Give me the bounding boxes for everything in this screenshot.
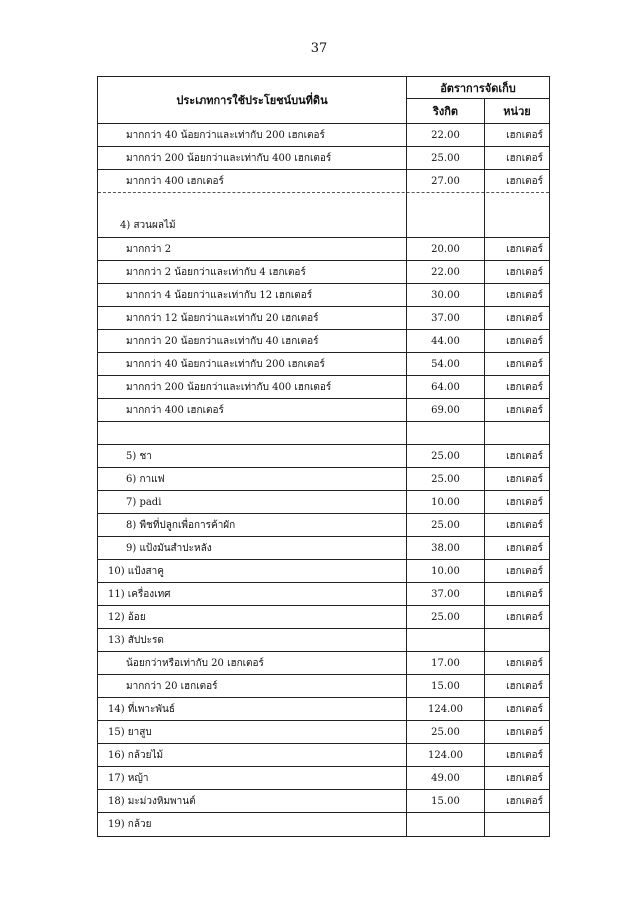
row-price: 37.00 — [407, 583, 485, 606]
row-price: 54.00 — [407, 353, 485, 376]
row-price: 30.00 — [407, 284, 485, 307]
row-unit: เฮกเตอร์ — [506, 176, 543, 187]
row-price: 25.00 — [407, 468, 485, 491]
row-unit: เฮกเตอร์ — [506, 612, 543, 623]
table-row — [98, 629, 549, 652]
table-row — [98, 698, 549, 721]
table-row — [98, 353, 549, 376]
header-land-use: ประเภทการใช้ประโยชน์บนที่ดิน — [98, 77, 407, 123]
row-unit: เฮกเตอร์ — [506, 750, 543, 761]
table-row — [98, 170, 549, 193]
row-label: มากกว่า 2 — [98, 238, 407, 261]
row-label: มากกว่า 400 เฮกเตอร์ — [98, 170, 407, 193]
row-unit: เฮกเตอร์ — [506, 153, 543, 164]
row-price: 17.00 — [407, 652, 485, 675]
row-price: 10.00 — [407, 491, 485, 514]
row-label: มากกว่า 400 เฮกเตอร์ — [98, 399, 407, 422]
row-unit: เฮกเตอร์ — [506, 658, 543, 669]
row-unit: เฮกเตอร์ — [506, 727, 543, 738]
row-label: 8) พืชที่ปลูกเพื่อการค้าผัก — [98, 514, 407, 537]
row-unit: เฮกเตอร์ — [506, 290, 543, 301]
row-label: 10) แป้งสาคู — [98, 560, 407, 583]
table-row — [98, 652, 549, 675]
row-price: 10.00 — [407, 560, 485, 583]
row-unit: เฮกเตอร์ — [506, 336, 543, 347]
row-unit: เฮกเตอร์ — [506, 359, 543, 370]
row-label: 6) กาแฟ — [98, 468, 407, 491]
row-price — [407, 813, 485, 836]
row-label: มากกว่า 20 น้อยกว่าและเท่ากับ 40 เฮกเตอร์ — [98, 330, 407, 353]
row-price: 22.00 — [407, 124, 485, 147]
row-label: 5) ชา — [98, 445, 407, 468]
table-row — [98, 238, 549, 261]
row-unit — [485, 629, 549, 652]
row-label: มากกว่า 200 น้อยกว่าและเท่ากับ 400 เฮกเตอร์ — [98, 376, 407, 399]
table-row — [98, 537, 549, 560]
rate-table — [97, 76, 550, 837]
row-unit: เฮกเตอร์ — [506, 773, 543, 784]
row-price: 25.00 — [407, 606, 485, 629]
row-label: 19) กล้วย — [98, 813, 407, 836]
row-label: 4) สวนผลไม้ — [98, 193, 407, 238]
row-price: 27.00 — [407, 170, 485, 193]
row-label: 18) มะม่วงหิมพานต์ — [98, 790, 407, 813]
row-price: 38.00 — [407, 537, 485, 560]
row-label: มากกว่า 4 น้อยกว่าและเท่ากับ 12 เฮกเตอร์ — [98, 284, 407, 307]
row-price — [407, 629, 485, 652]
row-unit: เฮกเตอร์ — [506, 405, 543, 416]
page-number: 37 — [310, 41, 328, 56]
row-unit: เฮกเตอร์ — [506, 382, 543, 393]
table-row — [98, 124, 549, 147]
row-label: 14) ที่เพาะพันธ์ — [98, 698, 407, 721]
row-price: 49.00 — [407, 767, 485, 790]
row-label: 17) หญ้า — [98, 767, 407, 790]
header-rate-group: อัตราการจัดเก็บ — [407, 77, 549, 99]
table-row — [98, 491, 549, 514]
table-row — [98, 606, 549, 629]
row-price: 124.00 — [407, 744, 485, 767]
row-label: น้อยกว่าหรือเท่ากับ 20 เฮกเตอร์ — [98, 652, 407, 675]
table-row — [98, 284, 549, 307]
row-label: 12) อ้อย — [98, 606, 407, 629]
row-label: 16) กล้วยไม้ — [98, 744, 407, 767]
row-label: 15) ยาสูบ — [98, 721, 407, 744]
row-unit: เฮกเตอร์ — [506, 267, 543, 278]
row-unit: เฮกเตอร์ — [506, 796, 543, 807]
row-label: 11) เครื่องเทศ — [98, 583, 407, 606]
table-row — [98, 514, 549, 537]
table-row — [98, 767, 549, 790]
row-label: มากกว่า 40 น้อยกว่าและเท่ากับ 200 เฮกเตอร์ — [98, 124, 407, 147]
row-unit: เฮกเตอร์ — [506, 474, 543, 485]
row-unit: เฮกเตอร์ — [506, 566, 543, 577]
row-price: 124.00 — [407, 698, 485, 721]
table-row — [98, 307, 549, 330]
row-unit: เฮกเตอร์ — [506, 589, 543, 600]
spacer-cell — [98, 422, 407, 445]
table-header — [98, 77, 549, 124]
row-price: 44.00 — [407, 330, 485, 353]
row-unit: เฮกเตอร์ — [506, 543, 543, 554]
row-price: 25.00 — [407, 514, 485, 537]
row-price: 25.00 — [407, 721, 485, 744]
row-price: 69.00 — [407, 399, 485, 422]
table-row — [98, 675, 549, 698]
table-row — [98, 468, 549, 491]
row-label: มากกว่า 12 น้อยกว่าและเท่ากับ 20 เฮกเตอร์ — [98, 307, 407, 330]
spacer-cell — [407, 422, 485, 445]
table-row — [98, 813, 549, 836]
row-price: 64.00 — [407, 376, 485, 399]
table-row — [98, 261, 549, 284]
header-price: ริงกิต — [407, 99, 485, 123]
row-price: 20.00 — [407, 238, 485, 261]
row-unit: เฮกเตอร์ — [506, 520, 543, 531]
table-row — [98, 399, 549, 422]
row-label: 9) แป้งมันสำปะหลัง — [98, 537, 407, 560]
row-price: 15.00 — [407, 790, 485, 813]
row-label: มากกว่า 20 เฮกเตอร์ — [98, 675, 407, 698]
row-unit — [485, 193, 549, 238]
row-label: มากกว่า 40 น้อยกว่าและเท่ากับ 200 เฮกเตอร์ — [98, 353, 407, 376]
row-unit — [485, 813, 549, 836]
row-price: 22.00 — [407, 261, 485, 284]
row-price: 25.00 — [407, 147, 485, 170]
row-unit: เฮกเตอร์ — [506, 130, 543, 141]
row-unit: เฮกเตอร์ — [506, 313, 543, 324]
table-row — [98, 445, 549, 468]
table-row — [98, 560, 549, 583]
row-label: มากกว่า 200 น้อยกว่าและเท่ากับ 400 เฮกเตอร์ — [98, 147, 407, 170]
spacer-cell — [485, 422, 549, 445]
table-row — [98, 721, 549, 744]
header-unit: หน่วย — [503, 105, 531, 118]
table-row — [98, 193, 549, 238]
row-unit: เฮกเตอร์ — [506, 497, 543, 508]
table-row — [98, 330, 549, 353]
row-unit: เฮกเตอร์ — [506, 704, 543, 715]
table-row — [98, 147, 549, 170]
table-row — [98, 376, 549, 399]
table-row — [98, 583, 549, 606]
row-price: 25.00 — [407, 445, 485, 468]
row-unit: เฮกเตอร์ — [506, 681, 543, 692]
table-spacer-row — [98, 422, 549, 445]
row-unit: เฮกเตอร์ — [506, 451, 543, 462]
row-label: 7) padi — [98, 491, 407, 514]
row-unit: เฮกเตอร์ — [506, 244, 543, 255]
row-label: มากกว่า 2 น้อยกว่าและเท่ากับ 4 เฮกเตอร์ — [98, 261, 407, 284]
row-price: 37.00 — [407, 307, 485, 330]
row-price: 15.00 — [407, 675, 485, 698]
row-price — [407, 193, 485, 238]
row-label: 13) สัปปะรด — [98, 629, 407, 652]
table-row — [98, 744, 549, 767]
table-row — [98, 790, 549, 813]
